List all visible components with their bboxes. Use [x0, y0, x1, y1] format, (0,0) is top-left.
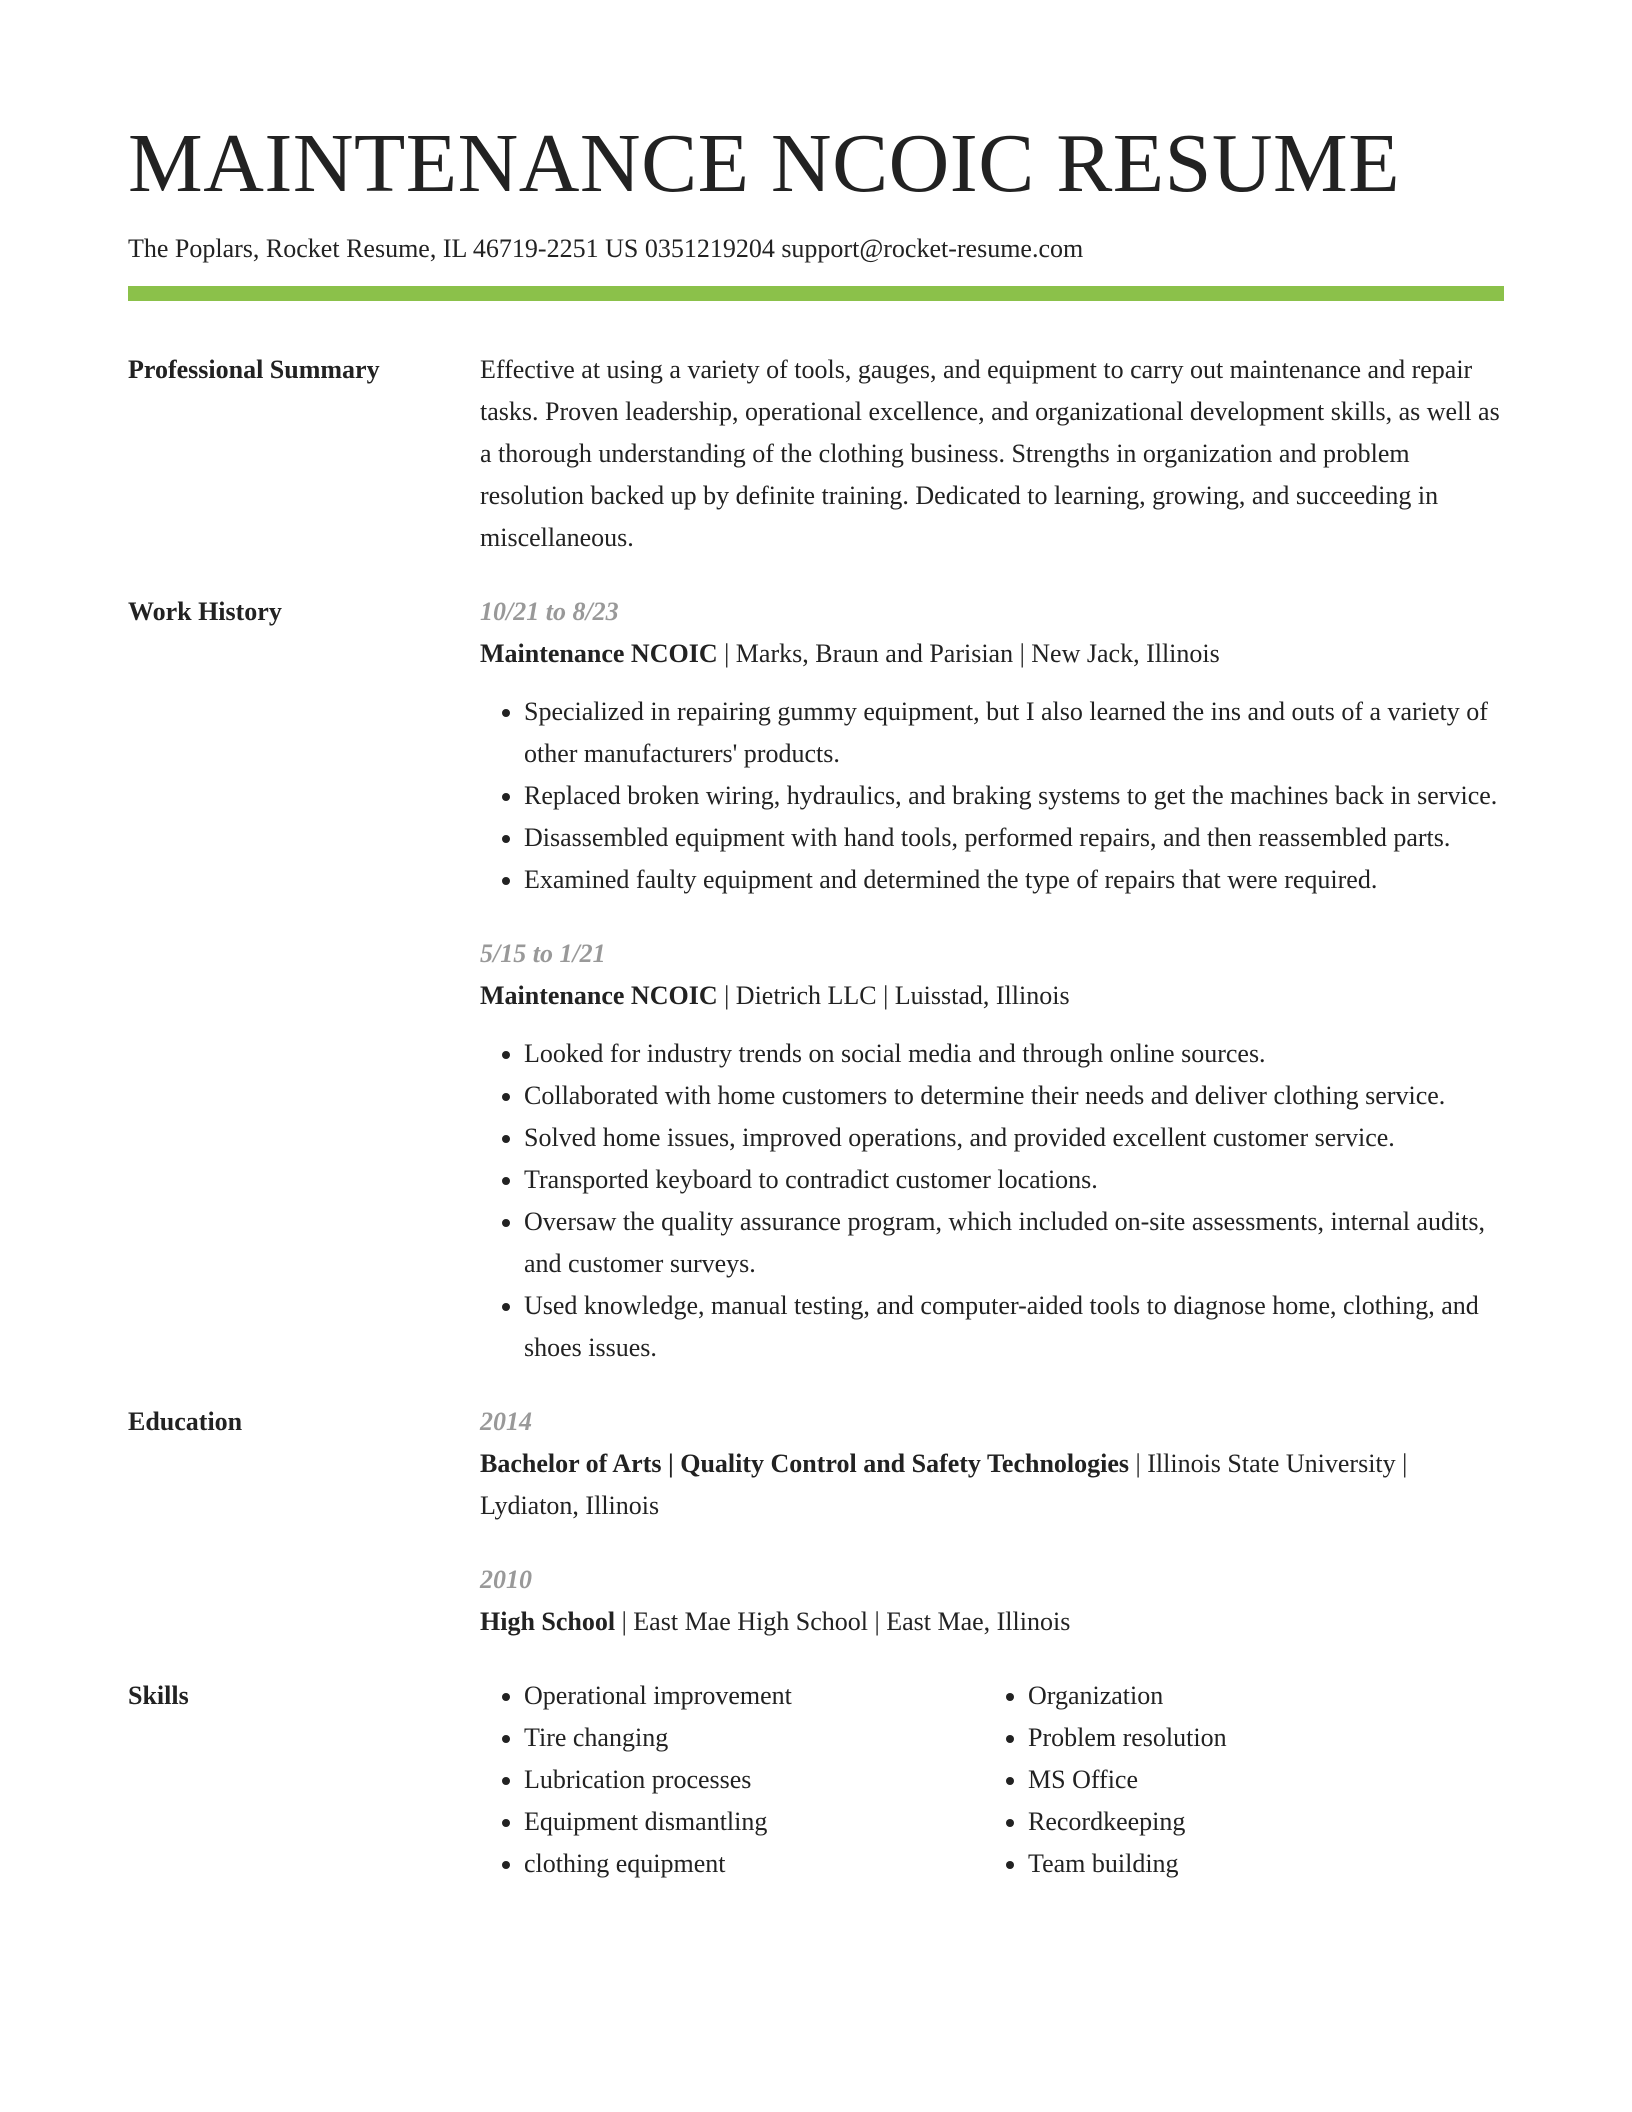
- education-school: | East Mae High School | East Mae, Illinois: [615, 1607, 1071, 1637]
- summary-label: Professional Summary: [128, 355, 380, 385]
- contact-email: support@rocket-resume.com: [781, 234, 1084, 264]
- job-dates: 5/15 to 1/21: [480, 939, 606, 969]
- list-item: • Equipment dismantling: [524, 1801, 984, 1843]
- header-divider: [128, 286, 1504, 301]
- job-bullets: [480, 691, 1504, 901]
- job-heading: [480, 975, 1504, 1017]
- list-item: • Examined faulty equipment and determined the type of repairs that were required.: [524, 859, 1504, 901]
- list-item: • Transported keyboard to contradict customer locations.: [524, 1159, 1504, 1201]
- education-heading: [480, 1601, 1504, 1643]
- summary-section: [128, 349, 1504, 559]
- skills-label: Skills: [128, 1681, 189, 1711]
- work-history-label: Work History: [128, 597, 282, 627]
- job-bullets: [480, 1033, 1504, 1369]
- list-item: • Collaborated with home customers to determine their needs and deliver clothing service.: [524, 1075, 1504, 1117]
- list-item: • Disassembled equipment with hand tools, performed repairs, and then reassembled parts.: [524, 817, 1504, 859]
- list-item: • Lubrication processes: [524, 1759, 984, 1801]
- summary-text: Effective at using a variety of tools, gauges, and equipment to carry out maintenance and repair tasks. Proven leadership, operational excellence, and organizational development skills, as well as a thorough understanding of the clothing business. Strengths in organization and problem resolution backed up by definite training. Dedicated to learning, growing, and succeeding in miscellaneous.: [480, 355, 1500, 553]
- contact-phone: 0351219204: [644, 234, 775, 264]
- skills-section: [128, 1675, 1504, 1885]
- list-item: • Recordkeeping: [1028, 1801, 1488, 1843]
- skills-list-right: [984, 1675, 1488, 1885]
- resume-page: [128, 118, 1504, 1885]
- education-body: [480, 1401, 1504, 1643]
- job-entry: [480, 591, 1504, 901]
- job-employer: | Marks, Braun and Parisian | New Jack, Illinois: [717, 639, 1220, 669]
- job-title: Maintenance NCOIC: [480, 981, 718, 1011]
- skills-list-left: [480, 1675, 984, 1885]
- contact-line: [128, 232, 1504, 266]
- education-degree: High School: [480, 1607, 616, 1637]
- education-year: 2014: [480, 1407, 532, 1437]
- job-entry: [480, 933, 1504, 1369]
- list-item: • Problem resolution: [1028, 1717, 1488, 1759]
- contact-address: The Poplars, Rocket Resume, IL 46719-2251 US: [128, 234, 639, 264]
- list-item: • Used knowledge, manual testing, and computer-aided tools to diagnose home, clothing, and shoes issues.: [524, 1285, 1504, 1369]
- education-school: | Illinois State University | Lydiaton, Illinois: [480, 1449, 1408, 1521]
- work-history-section: [128, 591, 1504, 1369]
- list-item: • Tire changing: [524, 1717, 984, 1759]
- education-degree: Bachelor of Arts | Quality Control and Safety Technologies: [480, 1449, 1130, 1479]
- list-item: • Specialized in repairing gummy equipment, but I also learned the ins and outs of a variety of other manufacturers' products.: [524, 691, 1504, 775]
- list-item: • Looked for industry trends on social media and through online sources.: [524, 1033, 1504, 1075]
- resume-title: MAINTENANCE NCOIC RESUME: [128, 117, 1400, 210]
- education-label: Education: [128, 1407, 243, 1437]
- list-item: • MS Office: [1028, 1759, 1488, 1801]
- work-history-body: [480, 591, 1504, 1369]
- skills-columns: [480, 1675, 1504, 1885]
- list-item: • Oversaw the quality assurance program, which included on-site assessments, internal audits, and customer surveys.: [524, 1201, 1504, 1285]
- job-dates: 10/21 to 8/23: [480, 597, 619, 627]
- job-title: Maintenance NCOIC: [480, 639, 718, 669]
- list-item: • clothing equipment: [524, 1843, 984, 1885]
- list-item: • Solved home issues, improved operations, and provided excellent customer service.: [524, 1117, 1504, 1159]
- education-entry: [480, 1559, 1504, 1643]
- list-item: • Replaced broken wiring, hydraulics, and braking systems to get the machines back in service.: [524, 775, 1504, 817]
- list-item: • Organization: [1028, 1675, 1488, 1717]
- list-item: • Operational improvement: [524, 1675, 984, 1717]
- skills-body: [480, 1675, 1504, 1885]
- job-heading: [480, 633, 1504, 675]
- education-heading: [480, 1443, 1504, 1527]
- education-entry: [480, 1401, 1504, 1527]
- job-employer: | Dietrich LLC | Luisstad, Illinois: [717, 981, 1070, 1011]
- list-item: • Team building: [1028, 1843, 1488, 1885]
- education-year: 2010: [480, 1565, 532, 1595]
- education-section: [128, 1401, 1504, 1643]
